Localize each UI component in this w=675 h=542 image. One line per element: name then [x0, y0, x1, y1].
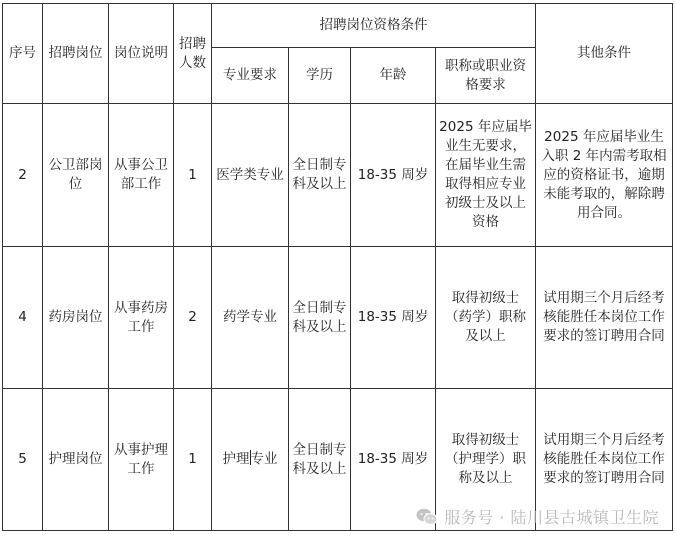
- cell-count: 1: [174, 389, 212, 531]
- cell-other: 2025 年应届毕业生入职 2 年内需考取相应的资格证书，逾期未能考取的，解除聘用合同。: [536, 104, 673, 247]
- cell-other: 试用期三个月后经考核能胜任本岗位工作要求的签订聘用合同: [536, 247, 673, 389]
- header-education: 学历: [289, 48, 351, 104]
- header-title-req: 职称或职业资格要求: [436, 48, 536, 104]
- cell-desc: 从事公卫部工作: [109, 104, 174, 247]
- cell-title-req: 2025 年应届毕业生无要求，在届毕业生需取得相应专业初级士及以上资格: [436, 104, 536, 247]
- header-age: 年龄: [351, 48, 436, 104]
- header-count: 招聘人数: [174, 4, 212, 104]
- cell-title-req: 取得初级士（药学）职称及以上: [436, 247, 536, 389]
- cell-desc: 从事药房工作: [109, 247, 174, 389]
- cell-position: 药房岗位: [43, 247, 109, 389]
- cell-education: 全日制专科及以上: [289, 104, 351, 247]
- cell-position: 公卫部岗位: [43, 104, 109, 247]
- cell-major: 医学类专业: [212, 104, 289, 247]
- cell-major[interactable]: [212, 389, 289, 531]
- cell-other: 试用期三个月后经考核能胜任本岗位工作要求的签订聘用合同: [536, 389, 673, 531]
- header-seq: 序号: [3, 4, 43, 104]
- cell-age: 18-35 周岁: [351, 247, 436, 389]
- table-row: [3, 247, 673, 389]
- cell-title-req: 取得初级士（护理学）职称及以上: [436, 389, 536, 531]
- header-row-1: [3, 4, 673, 48]
- header-desc: 岗位说明: [109, 4, 174, 104]
- cell-major: 药学专业: [212, 247, 289, 389]
- cell-count: 2: [174, 247, 212, 389]
- header-major: 专业要求: [212, 48, 289, 104]
- watermark-text: 服务号 · 陆川县古城镇卫生院: [444, 508, 659, 527]
- cell-desc: 从事护理工作: [109, 389, 174, 531]
- major-text-b: 专业: [250, 451, 278, 467]
- cell-education: 全日制专科及以上: [289, 247, 351, 389]
- cell-age: 18-35 周岁: [351, 389, 436, 531]
- cell-seq: 2: [3, 104, 43, 247]
- cell-count: 1: [174, 104, 212, 247]
- table-row: [3, 104, 673, 247]
- cell-seq: 4: [3, 247, 43, 389]
- recruitment-table: [2, 3, 673, 531]
- table-row: [3, 389, 673, 531]
- cell-age: 18-35 周岁: [351, 104, 436, 247]
- major-text-a: 护理: [222, 451, 250, 467]
- header-qualification-group: 招聘岗位资格条件: [212, 4, 536, 48]
- cell-position: 护理岗位: [43, 389, 109, 531]
- cell-education: 全日制专科及以上: [289, 389, 351, 531]
- header-position: 招聘岗位: [43, 4, 109, 104]
- header-other: 其他条件: [536, 4, 673, 104]
- cell-seq: 5: [3, 389, 43, 531]
